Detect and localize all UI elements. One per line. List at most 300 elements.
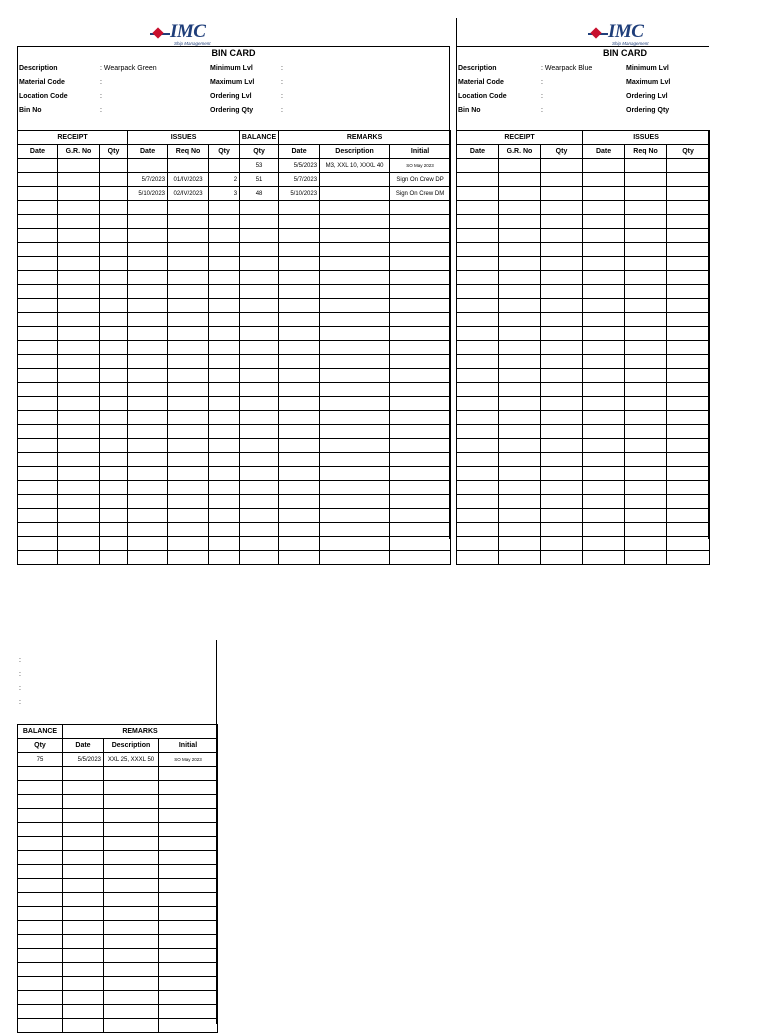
- empty-cell: [279, 523, 320, 537]
- imc-logo-right: [592, 21, 672, 48]
- empty-cell: [18, 425, 58, 439]
- empty-cell: [168, 495, 209, 509]
- empty-cell: [104, 809, 159, 823]
- empty-cell: [168, 257, 209, 271]
- cell-req-no: 01/IV/2023: [168, 173, 209, 187]
- empty-cell: [168, 285, 209, 299]
- left-location-colon: :: [100, 93, 102, 100]
- empty-cell: [18, 977, 63, 991]
- empty-table-row: [457, 481, 710, 495]
- empty-cell: [240, 313, 279, 327]
- empty-cell: [583, 313, 625, 327]
- empty-table-row: [18, 229, 451, 243]
- left-ordering-qty-colon: :: [281, 107, 283, 114]
- empty-cell: [240, 369, 279, 383]
- empty-table-row: [18, 879, 218, 893]
- right-bin-colon: :: [541, 107, 543, 114]
- empty-cell: [279, 439, 320, 453]
- empty-cell: [100, 313, 128, 327]
- empty-cell: [390, 313, 451, 327]
- empty-cell: [240, 509, 279, 523]
- empty-cell: [583, 439, 625, 453]
- empty-cell: [104, 991, 159, 1005]
- empty-cell: [128, 299, 168, 313]
- empty-cell: [63, 865, 104, 879]
- empty-cell: [667, 243, 710, 257]
- empty-table-row: [18, 285, 451, 299]
- empty-cell: [128, 383, 168, 397]
- empty-cell: [18, 299, 58, 313]
- cell-receipt-date: [18, 173, 58, 187]
- empty-cell: [63, 795, 104, 809]
- empty-cell: [209, 453, 240, 467]
- empty-cell: [159, 851, 218, 865]
- empty-cell: [104, 935, 159, 949]
- empty-cell: [168, 369, 209, 383]
- empty-cell: [128, 467, 168, 481]
- empty-cell: [390, 355, 451, 369]
- empty-cell: [209, 355, 240, 369]
- empty-cell: [390, 201, 451, 215]
- empty-cell: [168, 509, 209, 523]
- empty-cell: [209, 439, 240, 453]
- empty-cell: [320, 257, 390, 271]
- empty-cell: [499, 201, 541, 215]
- empty-cell: [168, 397, 209, 411]
- empty-cell: [541, 215, 583, 229]
- empty-cell: [209, 509, 240, 523]
- empty-cell: [625, 299, 667, 313]
- empty-table-row: [457, 159, 710, 173]
- empty-cell: [583, 327, 625, 341]
- cell-remarks-date: 5/5/2023: [63, 753, 104, 767]
- empty-cell: [583, 523, 625, 537]
- empty-cell: [625, 257, 667, 271]
- empty-table-row: [18, 865, 218, 879]
- empty-cell: [159, 921, 218, 935]
- right-col-receipt-qty: Qty: [541, 145, 583, 159]
- left-col-issue-date: Date: [128, 145, 168, 159]
- empty-cell: [18, 215, 58, 229]
- empty-table-row: [18, 781, 218, 795]
- empty-cell: [63, 851, 104, 865]
- empty-cell: [18, 851, 63, 865]
- empty-cell: [18, 1019, 63, 1033]
- empty-cell: [18, 327, 58, 341]
- empty-table-row: [457, 537, 710, 551]
- empty-cell: [159, 823, 218, 837]
- left-col-req-no: Req No: [168, 145, 209, 159]
- empty-cell: [499, 257, 541, 271]
- empty-cell: [209, 481, 240, 495]
- empty-cell: [209, 243, 240, 257]
- cell-initial: SO May 2023: [159, 753, 218, 767]
- empty-cell: [100, 285, 128, 299]
- empty-cell: [499, 285, 541, 299]
- empty-cell: [209, 201, 240, 215]
- empty-cell: [625, 285, 667, 299]
- empty-cell: [209, 299, 240, 313]
- empty-cell: [625, 481, 667, 495]
- empty-cell: [457, 537, 499, 551]
- empty-cell: [240, 495, 279, 509]
- empty-cell: [499, 173, 541, 187]
- empty-cell: [240, 229, 279, 243]
- right-col-issue-date: Date: [583, 145, 625, 159]
- empty-cell: [541, 257, 583, 271]
- empty-cell: [128, 425, 168, 439]
- right-card-title: BIN CARD: [603, 48, 647, 58]
- empty-table-row: [18, 467, 451, 481]
- empty-cell: [128, 201, 168, 215]
- right-col-receipt-date: Date: [457, 145, 499, 159]
- empty-cell: [541, 397, 583, 411]
- empty-cell: [541, 551, 583, 565]
- empty-cell: [128, 397, 168, 411]
- empty-cell: [457, 173, 499, 187]
- empty-cell: [18, 383, 58, 397]
- empty-cell: [279, 509, 320, 523]
- bottom-colon-3: :: [19, 685, 21, 692]
- empty-cell: [499, 159, 541, 173]
- empty-cell: [390, 411, 451, 425]
- empty-cell: [499, 299, 541, 313]
- empty-cell: [159, 781, 218, 795]
- empty-table-row: [18, 509, 451, 523]
- right-label-material-code: Material Code: [458, 79, 504, 86]
- right-material-colon: :: [541, 79, 543, 86]
- empty-table-row: [18, 397, 451, 411]
- empty-cell: [128, 439, 168, 453]
- empty-cell: [390, 439, 451, 453]
- empty-cell: [390, 397, 451, 411]
- empty-cell: [104, 781, 159, 795]
- left-label-location-code: Location Code: [19, 93, 68, 100]
- empty-cell: [168, 383, 209, 397]
- empty-cell: [457, 201, 499, 215]
- empty-cell: [667, 411, 710, 425]
- empty-cell: [667, 383, 710, 397]
- right-col-issue-qty: Qty: [667, 145, 710, 159]
- empty-table-row: [457, 369, 710, 383]
- empty-cell: [209, 313, 240, 327]
- empty-cell: [390, 215, 451, 229]
- empty-cell: [100, 467, 128, 481]
- empty-cell: [541, 299, 583, 313]
- empty-cell: [541, 271, 583, 285]
- empty-cell: [499, 523, 541, 537]
- empty-cell: [159, 809, 218, 823]
- empty-cell: [240, 271, 279, 285]
- right-bin-card-table: [456, 130, 710, 565]
- empty-cell: [667, 509, 710, 523]
- cell-req-no: 02/IV/2023: [168, 187, 209, 201]
- empty-cell: [240, 467, 279, 481]
- right-label-description: Description: [458, 65, 497, 72]
- empty-table-row: [457, 439, 710, 453]
- empty-cell: [279, 285, 320, 299]
- empty-cell: [320, 215, 390, 229]
- empty-cell: [541, 341, 583, 355]
- empty-cell: [18, 893, 63, 907]
- empty-cell: [159, 963, 218, 977]
- empty-table-row: [457, 313, 710, 327]
- empty-cell: [100, 411, 128, 425]
- empty-table-row: [18, 809, 218, 823]
- right-label-maximum: Maximum Lvl: [626, 79, 671, 86]
- left-col-remarks-description: Description: [320, 145, 390, 159]
- empty-cell: [159, 893, 218, 907]
- empty-cell: [58, 383, 100, 397]
- empty-cell: [63, 823, 104, 837]
- empty-cell: [279, 201, 320, 215]
- empty-cell: [541, 229, 583, 243]
- empty-cell: [18, 439, 58, 453]
- empty-cell: [58, 467, 100, 481]
- logo-brand: IMC: [170, 21, 206, 42]
- empty-cell: [583, 229, 625, 243]
- empty-cell: [100, 551, 128, 565]
- empty-table-row: [18, 893, 218, 907]
- empty-cell: [457, 271, 499, 285]
- empty-table-row: [18, 837, 218, 851]
- empty-cell: [667, 327, 710, 341]
- empty-cell: [128, 453, 168, 467]
- bottom-column-header-row: [18, 739, 218, 753]
- table-row: [18, 159, 451, 173]
- cell-req-no: [168, 159, 209, 173]
- empty-table-row: [18, 481, 451, 495]
- right-group-header-row: [457, 131, 710, 145]
- empty-cell: [104, 907, 159, 921]
- empty-cell: [541, 453, 583, 467]
- empty-cell: [58, 243, 100, 257]
- empty-cell: [63, 921, 104, 935]
- empty-cell: [457, 411, 499, 425]
- empty-cell: [499, 327, 541, 341]
- left-maximum-colon: :: [281, 79, 283, 86]
- empty-cell: [18, 341, 58, 355]
- empty-cell: [583, 173, 625, 187]
- empty-cell: [541, 383, 583, 397]
- cell-remarks-date: 5/10/2023: [279, 187, 320, 201]
- empty-cell: [58, 495, 100, 509]
- empty-cell: [18, 935, 63, 949]
- empty-table-row: [457, 383, 710, 397]
- empty-cell: [625, 243, 667, 257]
- empty-table-row: [457, 509, 710, 523]
- empty-cell: [583, 341, 625, 355]
- empty-cell: [240, 383, 279, 397]
- empty-cell: [583, 159, 625, 173]
- empty-cell: [457, 341, 499, 355]
- empty-cell: [541, 439, 583, 453]
- bottom-header-balance: BALANCE: [18, 725, 63, 739]
- cell-initial: Sign On Crew DP: [390, 173, 451, 187]
- empty-cell: [128, 537, 168, 551]
- empty-cell: [667, 397, 710, 411]
- empty-cell: [541, 523, 583, 537]
- empty-cell: [320, 537, 390, 551]
- empty-cell: [583, 551, 625, 565]
- empty-cell: [541, 187, 583, 201]
- empty-cell: [667, 187, 710, 201]
- empty-cell: [583, 257, 625, 271]
- empty-cell: [541, 173, 583, 187]
- empty-cell: [541, 313, 583, 327]
- empty-cell: [625, 215, 667, 229]
- empty-cell: [320, 383, 390, 397]
- empty-cell: [583, 411, 625, 425]
- empty-cell: [457, 383, 499, 397]
- left-material-colon: :: [100, 79, 102, 86]
- empty-cell: [320, 509, 390, 523]
- empty-cell: [18, 1005, 63, 1019]
- empty-table-row: [18, 439, 451, 453]
- empty-cell: [18, 991, 63, 1005]
- empty-table-row: [18, 327, 451, 341]
- empty-cell: [100, 425, 128, 439]
- cell-receipt-qty: [100, 159, 128, 173]
- bottom-col-remarks-description: Description: [104, 739, 159, 753]
- empty-cell: [457, 481, 499, 495]
- empty-cell: [279, 257, 320, 271]
- empty-cell: [541, 159, 583, 173]
- empty-cell: [168, 271, 209, 285]
- empty-cell: [58, 285, 100, 299]
- empty-table-row: [18, 795, 218, 809]
- empty-cell: [18, 313, 58, 327]
- empty-cell: [168, 201, 209, 215]
- empty-cell: [583, 215, 625, 229]
- empty-cell: [100, 229, 128, 243]
- empty-cell: [209, 523, 240, 537]
- empty-cell: [390, 229, 451, 243]
- empty-cell: [499, 495, 541, 509]
- right-label-location-code: Location Code: [458, 93, 507, 100]
- empty-cell: [159, 949, 218, 963]
- cell-receipt-date: [18, 187, 58, 201]
- empty-cell: [457, 215, 499, 229]
- bottom-colon-1: :: [19, 657, 21, 664]
- empty-table-row: [18, 243, 451, 257]
- empty-cell: [583, 481, 625, 495]
- empty-cell: [104, 865, 159, 879]
- left-col-balance-qty: Qty: [240, 145, 279, 159]
- empty-cell: [390, 299, 451, 313]
- right-description-value: : Wearpack Blue: [541, 65, 593, 72]
- empty-cell: [58, 201, 100, 215]
- empty-cell: [499, 383, 541, 397]
- empty-cell: [279, 313, 320, 327]
- logo-tagline: Ship Management: [174, 41, 211, 46]
- empty-cell: [390, 425, 451, 439]
- empty-cell: [100, 271, 128, 285]
- bottom-group-header-row: [18, 725, 218, 739]
- left-header-remarks: REMARKS: [279, 131, 451, 145]
- empty-cell: [499, 229, 541, 243]
- empty-cell: [457, 285, 499, 299]
- empty-cell: [279, 355, 320, 369]
- empty-cell: [209, 327, 240, 341]
- empty-cell: [667, 285, 710, 299]
- empty-cell: [457, 257, 499, 271]
- empty-table-row: [18, 1005, 218, 1019]
- empty-cell: [320, 397, 390, 411]
- cell-gr-no: [58, 187, 100, 201]
- empty-cell: [583, 271, 625, 285]
- empty-cell: [667, 425, 710, 439]
- empty-cell: [625, 369, 667, 383]
- empty-cell: [667, 481, 710, 495]
- empty-cell: [667, 495, 710, 509]
- empty-table-row: [18, 215, 451, 229]
- empty-cell: [18, 963, 63, 977]
- empty-table-row: [18, 1019, 218, 1033]
- empty-cell: [279, 229, 320, 243]
- empty-cell: [18, 411, 58, 425]
- empty-cell: [499, 439, 541, 453]
- empty-cell: [499, 551, 541, 565]
- left-col-gr-no: G.R. No: [58, 145, 100, 159]
- right-column-header-row: [457, 145, 710, 159]
- empty-cell: [667, 551, 710, 565]
- empty-cell: [667, 355, 710, 369]
- empty-cell: [100, 243, 128, 257]
- empty-cell: [159, 879, 218, 893]
- empty-cell: [209, 369, 240, 383]
- empty-table-row: [457, 271, 710, 285]
- empty-cell: [499, 397, 541, 411]
- empty-cell: [457, 187, 499, 201]
- empty-cell: [168, 411, 209, 425]
- empty-cell: [63, 1005, 104, 1019]
- empty-table-row: [457, 523, 710, 537]
- bottom-colon-2: :: [19, 671, 21, 678]
- empty-cell: [100, 397, 128, 411]
- empty-cell: [390, 271, 451, 285]
- empty-cell: [320, 243, 390, 257]
- empty-cell: [625, 509, 667, 523]
- empty-cell: [18, 767, 63, 781]
- empty-cell: [18, 243, 58, 257]
- empty-table-row: [457, 341, 710, 355]
- empty-cell: [320, 523, 390, 537]
- empty-table-row: [457, 229, 710, 243]
- empty-cell: [168, 453, 209, 467]
- empty-cell: [667, 523, 710, 537]
- empty-cell: [240, 257, 279, 271]
- left-label-bin-no: Bin No: [19, 107, 42, 114]
- empty-cell: [159, 935, 218, 949]
- empty-cell: [499, 355, 541, 369]
- empty-table-row: [18, 495, 451, 509]
- empty-table-row: [18, 977, 218, 991]
- empty-cell: [625, 383, 667, 397]
- empty-cell: [279, 243, 320, 257]
- cell-remarks-description: [320, 173, 390, 187]
- empty-cell: [583, 453, 625, 467]
- empty-table-row: [18, 921, 218, 935]
- empty-table-row: [18, 907, 218, 921]
- empty-cell: [18, 537, 58, 551]
- empty-table-row: [18, 411, 451, 425]
- empty-cell: [168, 341, 209, 355]
- logo-brand: IMC: [608, 21, 644, 42]
- empty-cell: [279, 467, 320, 481]
- empty-cell: [625, 229, 667, 243]
- empty-cell: [667, 257, 710, 271]
